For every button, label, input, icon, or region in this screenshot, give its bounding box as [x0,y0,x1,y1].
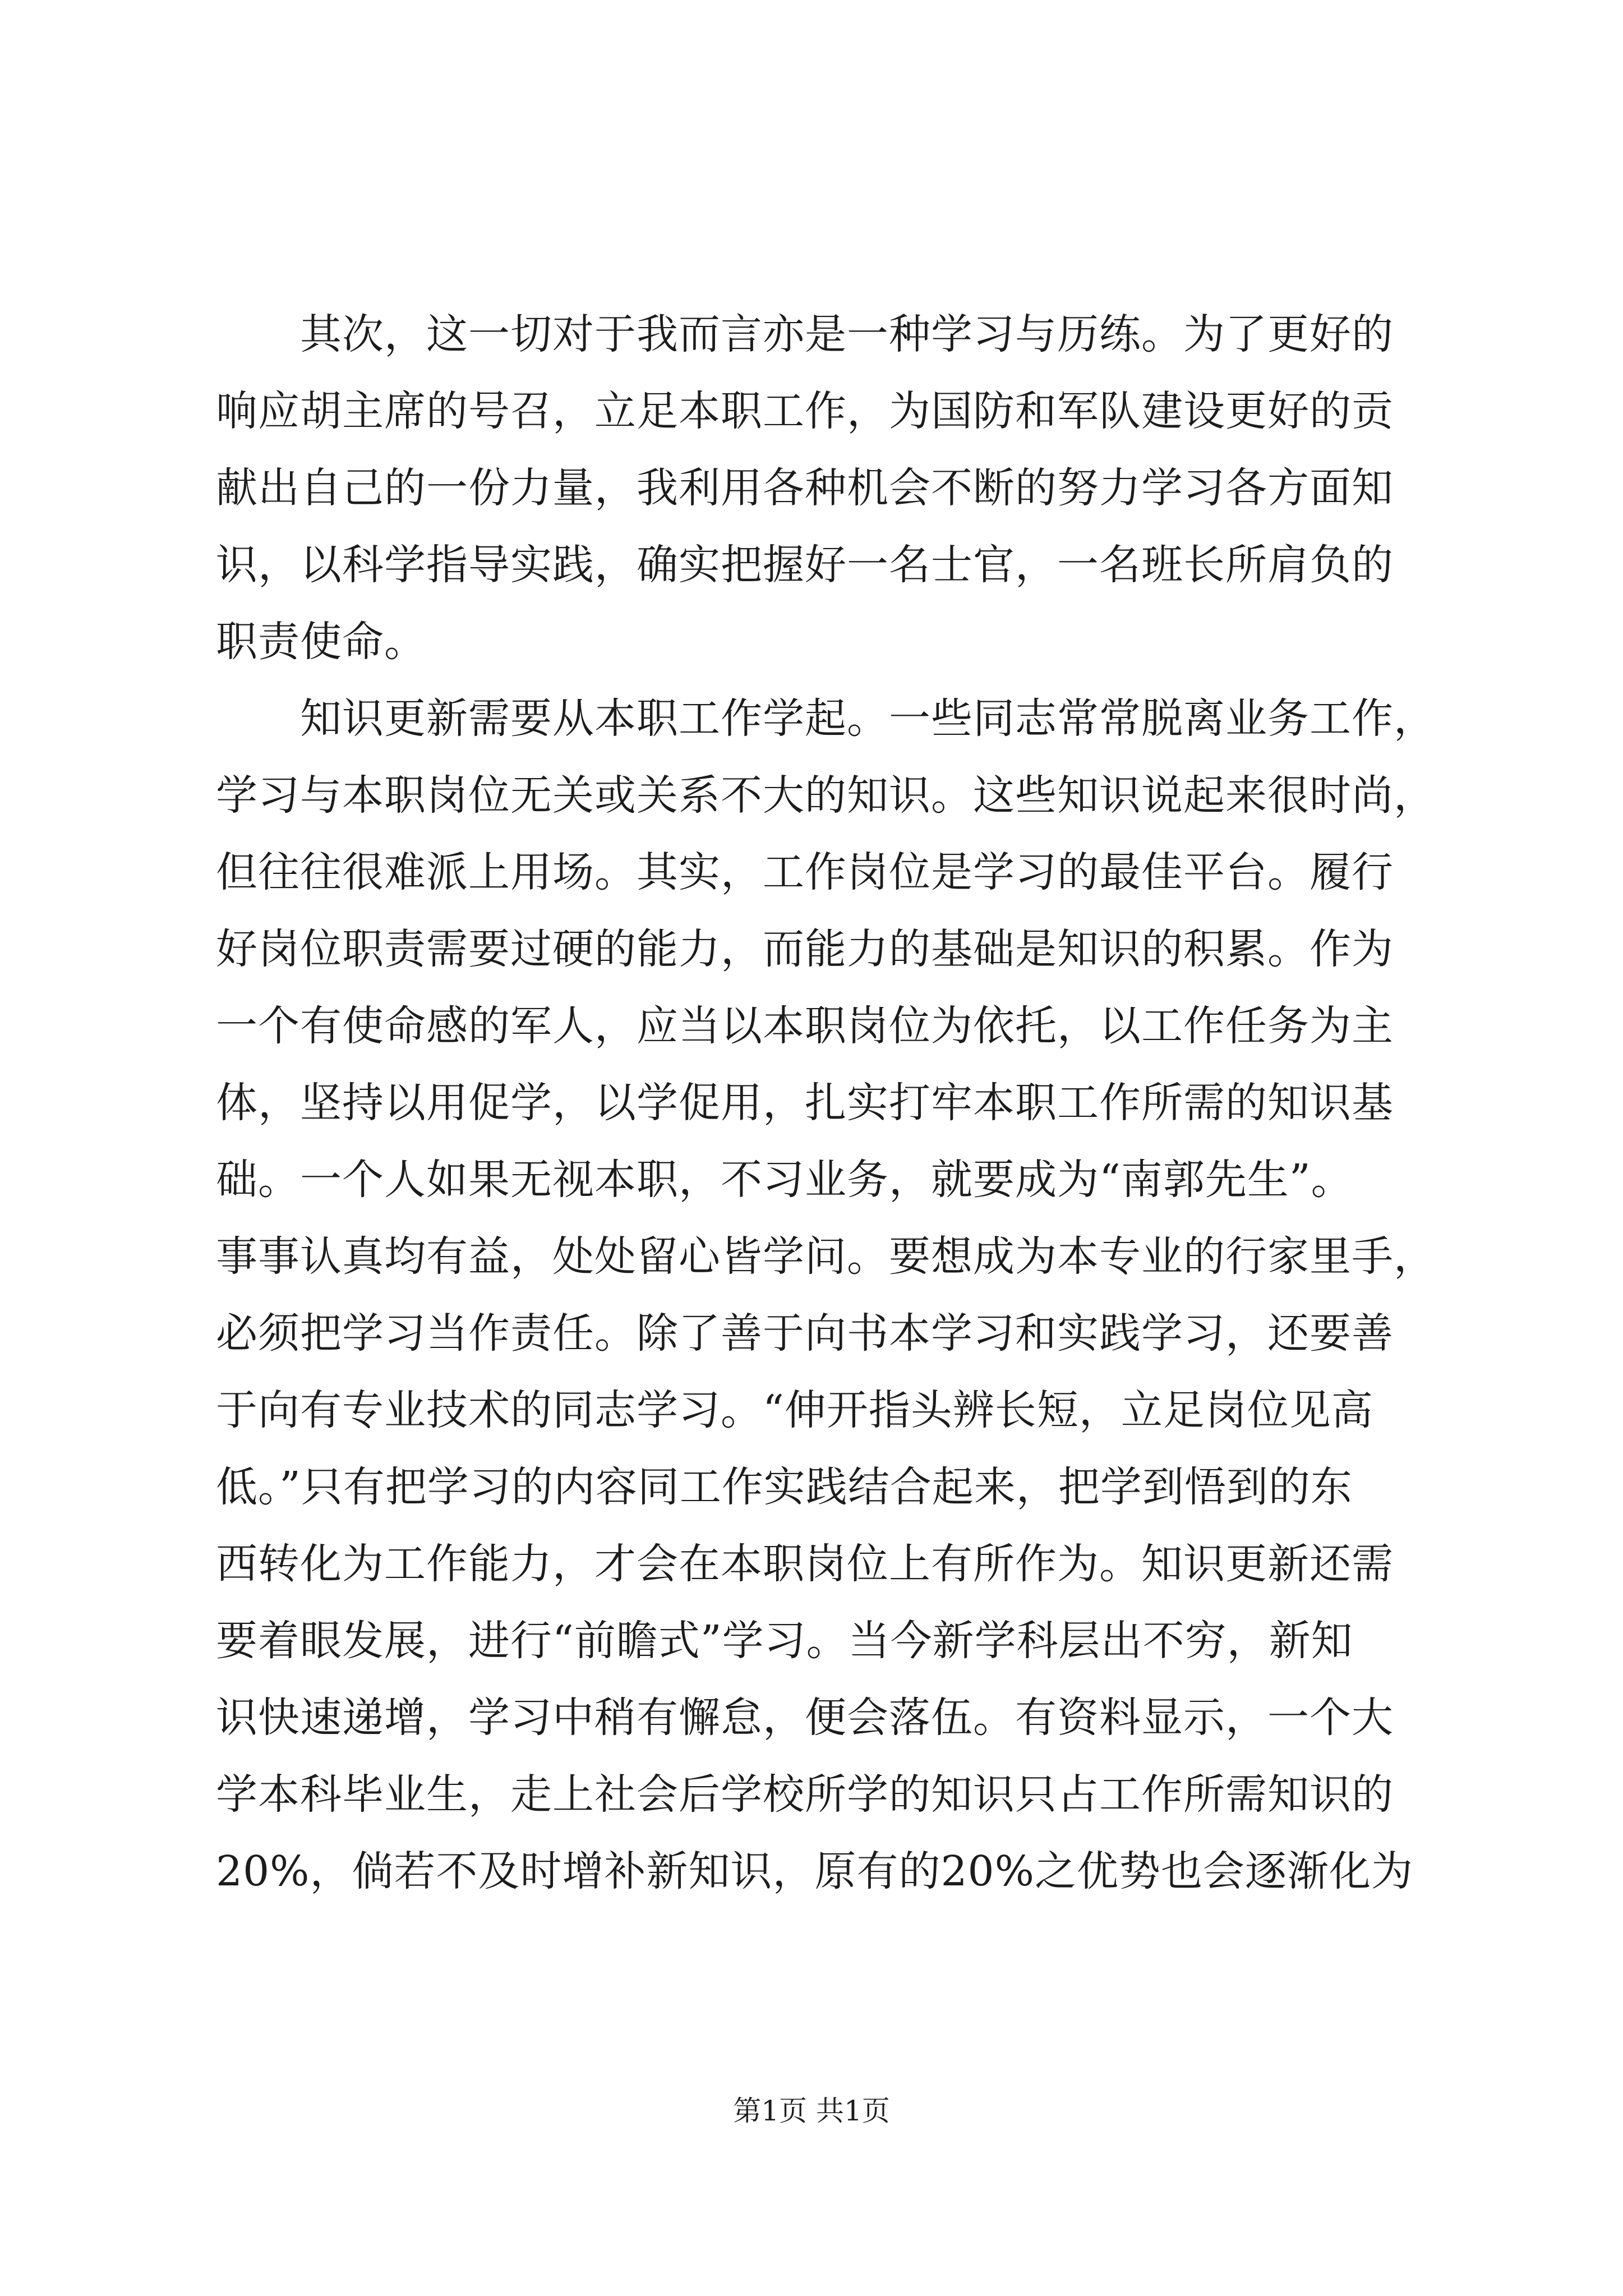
paragraph-2-line-1: 知识更新需要从本职工作学起。一些同志常常脱离业务工作， [300,694,1436,743]
paragraph-2-line-9: 必须把学习当作责任。除了善于向书本学习和实践学习，还要善 [216,1309,1394,1358]
paragraph-2-line-11: 低。”只有把学习的内容同工作实践结合起来，把学到悟到的东 [216,1463,1353,1511]
paragraph-2-line-3: 但往往很难派上用场。其实，工作岗位是学习的最佳平台。履行 [216,848,1394,896]
paragraph-1-line-4: 识，以科学指导实践，确实把握好一名士官，一名班长所肩负的 [216,541,1394,589]
paragraph-2-line-15: 学本科毕业生，走上社会后学校所学的知识只占工作所需知识的 [216,1770,1394,1819]
document-body [216,296,1436,1910]
paragraph-2-line-2: 学习与本职岗位无关或关系不大的知识。这些知识说起来很时尚， [216,771,1436,820]
paragraph-1-line-2: 响应胡主席的号召，立足本职工作，为国防和军队建设更好的贡 [216,387,1394,435]
paragraph-2-line-13: 要着眼发展，进行“前瞻式”学习。当今新学科层出不穷，新知 [216,1617,1353,1665]
paragraph-1-line-5: 职责使命。 [216,618,426,666]
paragraph-2-line-6: 体，坚持以用促学，以学促用，扎实打牢本职工作所需的知识基 [216,1079,1394,1127]
paragraph-2-line-12: 西转化为工作能力，才会在本职岗位上有所作为。知识更新还需 [216,1540,1394,1588]
paragraph-2-line-7: 础。一个人如果无视本职，不习业务，就要成为“南郭先生”。 [216,1156,1353,1204]
paragraph-1-line-1: 其次，这一切对于我而言亦是一种学习与历练。为了更好的 [300,310,1394,358]
paragraph-2-line-8: 事事认真均有益，处处留心皆学问。要想成为本专业的行家里手， [216,1232,1436,1281]
paragraph-2-line-5: 一个有使命感的军人，应当以本职岗位为依托，以工作任务为主 [216,1002,1394,1050]
paragraph-2-line-10: 于向有专业技术的同志学习。“伸开指头辨长短，立足岗位见高 [216,1386,1373,1434]
paragraph-2-line-14: 识快速递增，学习中稍有懈怠，便会落伍。有资料显示，一个大 [216,1694,1394,1742]
page-footer: 第1页 共1页 [733,2095,890,2127]
paragraph-1-line-3: 献出自己的一份力量，我利用各种机会不断的努力学习各方面知 [216,464,1394,512]
paragraph-2-line-4: 好岗位职责需要过硬的能力，而能力的基础是知识的积累。作为 [216,925,1394,973]
paragraph-2-line-16: 20%，倘若不及时增补新知识，原有的20%之优势也会逐渐化为 [216,1847,1413,1895]
